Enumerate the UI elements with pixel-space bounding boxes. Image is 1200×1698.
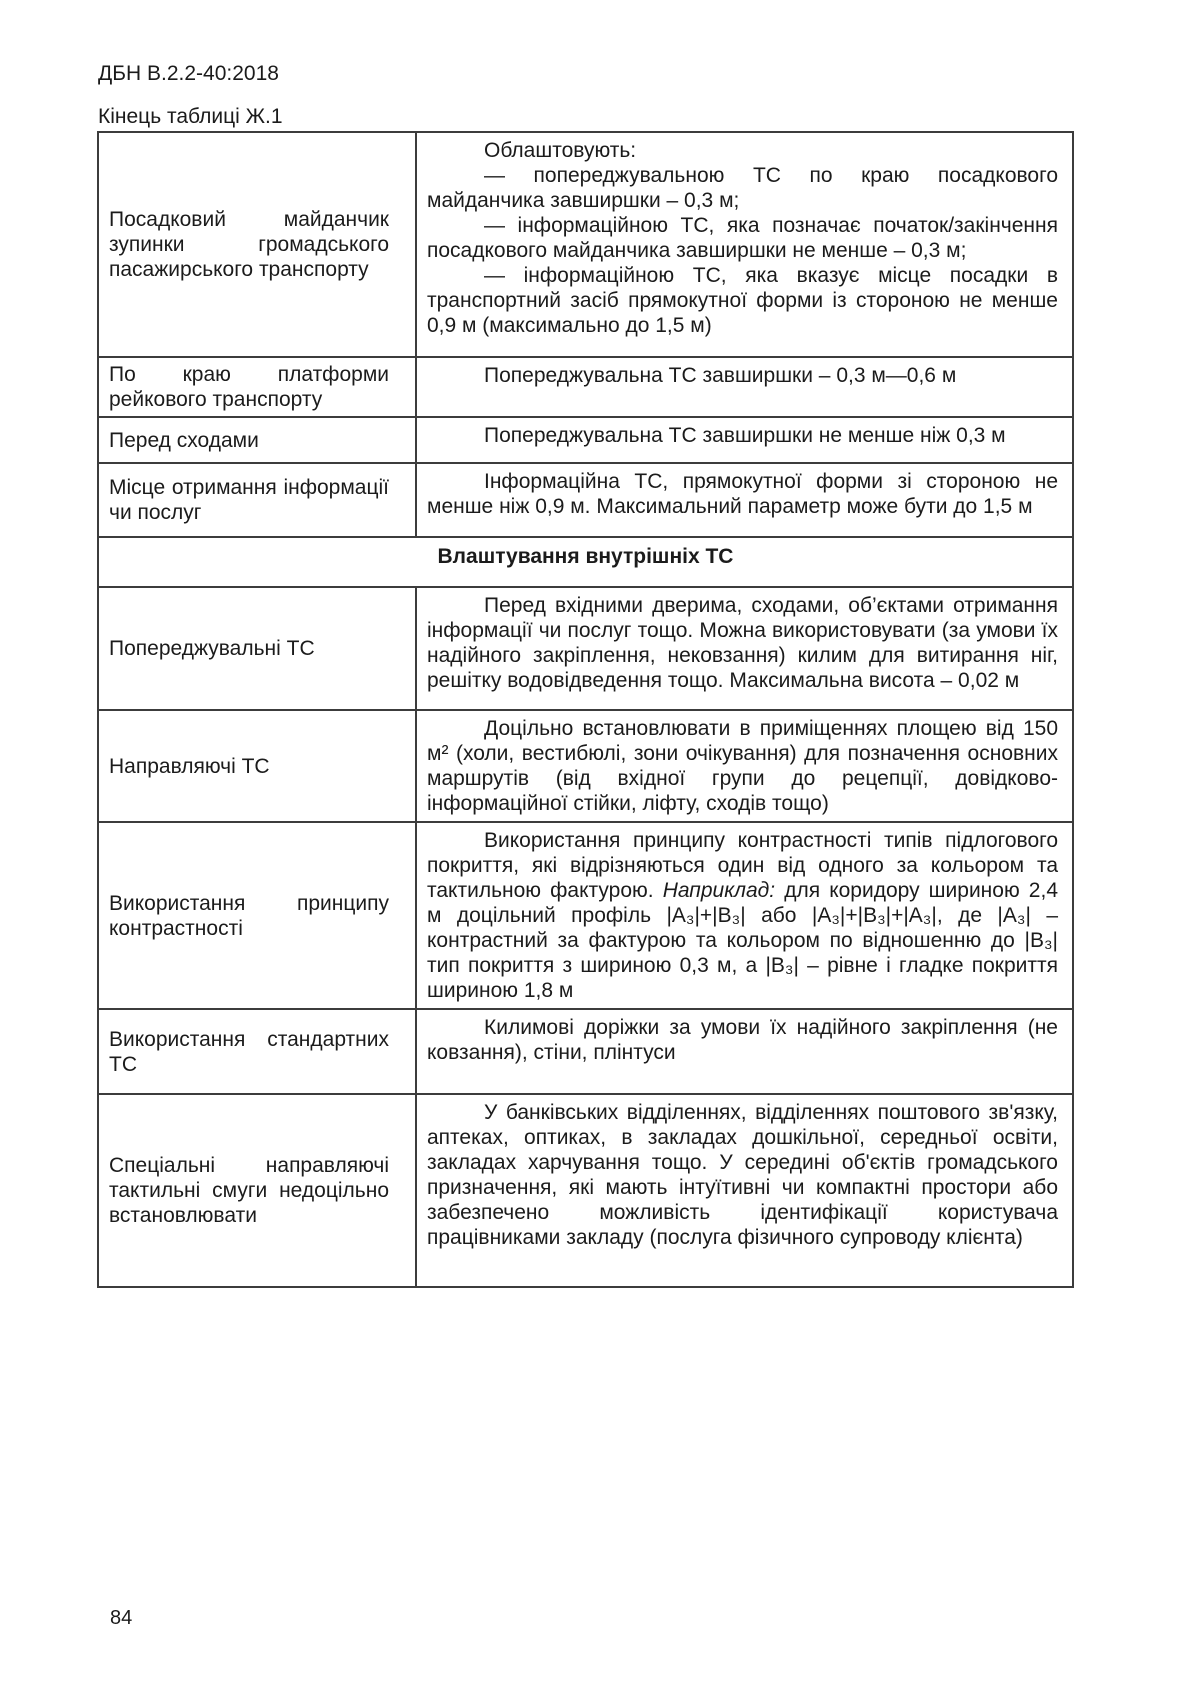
table-caption: Кінець таблиці Ж.1 <box>98 105 283 128</box>
table-row <box>98 710 1073 822</box>
paragraph: Попереджувальна ТС завширшки не менше ніж 0,3 м <box>484 424 1006 447</box>
paragraph <box>427 828 1058 1003</box>
table-row <box>98 822 1073 1009</box>
requirements-table <box>97 131 1074 1288</box>
cell-location: Перед сходами <box>98 417 416 463</box>
paragraph: Інформаційна ТС, прямокутної форми зі стороною не менше ніж 0,9 м. Максимальний параметр може бути до 1,5 м <box>427 470 1058 518</box>
paragraph: — попереджувальною ТС по краю посадкового майданчика завширшки – 0,3 м; <box>427 164 1058 212</box>
doc-code: ДБН В.2.2-40:2018 <box>98 62 279 85</box>
cell-location: Використання принципу контрастності <box>98 822 416 1009</box>
cell-requirement <box>416 587 1073 710</box>
paragraph: — інформаційною ТС, яка позначає початок/закінчення посадкового майданчика завширшки не менше – 0,3 м; <box>427 214 1058 262</box>
table-row <box>98 132 1073 357</box>
paragraph: — інформаційною ТС, яка вказує місце посадки в транспортний засіб прямокутної форми із стороною не менше 0,9 м (максимально до 1,5 м) <box>427 264 1058 337</box>
table-row <box>98 1094 1073 1287</box>
paragraph: Попереджувальна ТС завширшки – 0,3 м—0,6 м <box>484 364 957 387</box>
table-row <box>98 417 1073 463</box>
cell-requirement <box>416 822 1073 1009</box>
cell-requirement <box>416 132 1073 357</box>
cell-requirement <box>416 710 1073 822</box>
cell-requirement <box>416 417 1073 463</box>
cell-location: Попереджувальні ТС <box>98 587 416 710</box>
section-header-row <box>98 537 1073 587</box>
cell-requirement <box>416 1094 1073 1287</box>
paragraph: Перед вхідними дверима, сходами, об’єктами отримання інформації чи послуг тощо. Можна використовувати (за умови їх надійного закріплення, нековзання) килим для витирання ніг, решітку водовідведення тощо. Максимальна висота – 0,02 м <box>427 594 1058 692</box>
cell-requirement <box>416 357 1073 417</box>
cell-location: Місце отримання інформації чи послуг <box>98 463 416 537</box>
paragraph: Килимові доріжки за умови їх надійного закріплення (не ковзання), стіни, плінтуси <box>427 1016 1058 1064</box>
table-row <box>98 587 1073 710</box>
paragraph: Облаштовують: <box>484 139 637 162</box>
page-number: 84 <box>110 1607 133 1629</box>
table-row <box>98 1009 1073 1094</box>
cell-location: Використання стандартних ТС <box>98 1009 416 1094</box>
text-segment: для коридору шириною 2,4 м доцільний профіль |A₃|+|B₃| або |A₃|+|B₃|+|A₃|, де |A₃| – контрастний за фактурою та кольором по відношенню до |B₃| тип покриття з шириною 0,3 м, а |B₃| – рівне і гладке покриття шириною 1,8 м <box>427 879 1058 1002</box>
cell-requirement <box>416 1009 1073 1094</box>
cell-location: По краю платформи рейкового транспорту <box>98 357 416 417</box>
section-header: Влаштування внутрішніх ТС <box>98 537 1073 587</box>
cell-location: Направляючі ТС <box>98 710 416 822</box>
paragraph: У банківських відділеннях, відділеннях поштового зв'язку, аптеках, оптиках, в закладах дошкільної, середньої освіти, закладах харчування тощо. У середині об'єктів громадського призначення, які мають інтуїтивні чи компактні простори або забезпечено можливість ідентифікації користувача працівниками закладу (послуга фізичного супроводу клієнта) <box>427 1101 1058 1249</box>
table-row <box>98 357 1073 417</box>
cell-location: Спеціальні направляючі тактильні смуги недоцільно встановлювати <box>98 1094 416 1287</box>
table-row <box>98 463 1073 537</box>
text-segment-italic: Наприклад: <box>662 879 776 902</box>
cell-requirement <box>416 463 1073 537</box>
paragraph: Доцільно встановлювати в приміщеннях площею від 150 м² (холи, вестибюлі, зони очікування) для позначення основних маршрутів (від вхідної групи до рецепції, довідково-інформаційної стійки, ліфту, сходів тощо) <box>427 717 1058 815</box>
text-segment: Використання принципу контрастності типів підлогового покриття, які відрізняються один від одного за кольором та тактильною фактурою. <box>427 829 1058 902</box>
cell-location: Посадковий майданчик зупинки громадського пасажирського транспорту <box>98 132 416 357</box>
